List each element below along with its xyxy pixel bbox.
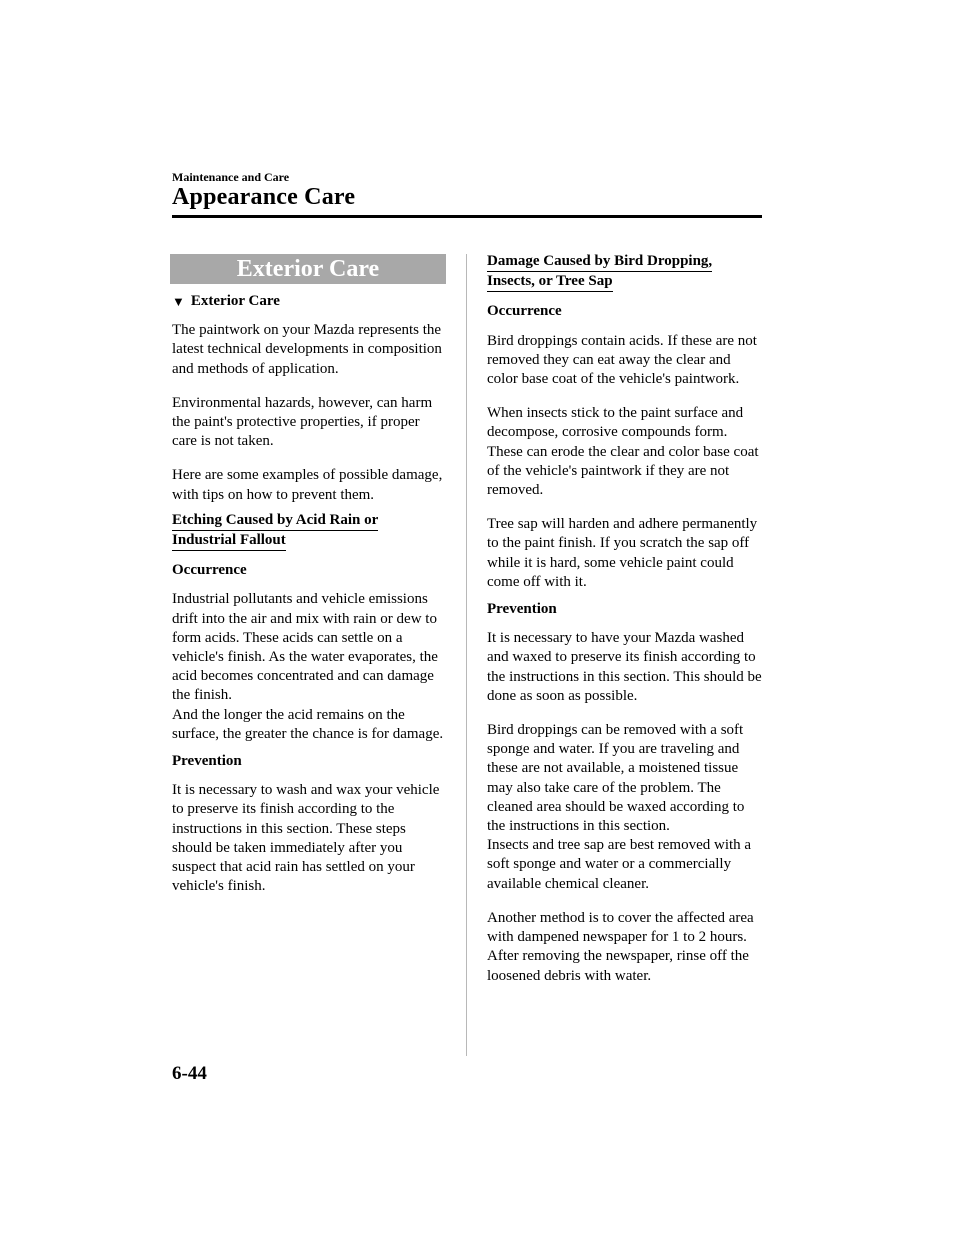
page-number: 6-44 <box>172 1063 207 1084</box>
wash-wax-paragraph: It is necessary to have your Mazda washed and waxed to preserve its finish according to the instructions in this section. This should be done as soon as possible. <box>487 630 762 704</box>
title-rule <box>172 215 762 218</box>
triangle-down-icon: ▼ <box>172 294 185 309</box>
acid-rain-heading <box>172 511 448 551</box>
bird-droppings-paragraph: Bird droppings contain acids. If these are not removed they can eat away the clear and color base coat of the vehicle's paintwork. <box>487 332 757 388</box>
hazards-paragraph: Environmental hazards, however, can harm the paint's protective properties, if proper care is not taken. <box>172 394 433 450</box>
section-banner: Exterior Care <box>170 254 446 284</box>
insects-sap-removal-paragraph: Insects and tree sap are best removed with a soft sponge and water or a commercially available chemical cleaner. <box>487 837 752 892</box>
acid-rain-heading-line1: Etching Caused by Acid Rain or <box>172 511 378 531</box>
acid-occurrence-text-2: And the longer the acid remains on the surface, the greater the chance is for damage. <box>172 706 444 742</box>
subsection-heading-label: Exterior Care <box>190 293 280 309</box>
occurrence-label: Occurrence <box>487 303 562 320</box>
newspaper-method-paragraph: Another method is to cover the affected area with dampened newspaper for 1 to 2 hours. After removing the newspaper, rinse off the loosened debris with water. <box>487 909 754 984</box>
bird-dropping-heading-line1: Damage Caused by Bird Dropping, <box>487 252 712 272</box>
page-title: Appearance Care <box>172 184 356 210</box>
bird-dropping-heading <box>487 252 763 292</box>
acid-rain-heading-line2: Industrial Fallout <box>172 531 286 551</box>
subsection-heading <box>172 292 448 311</box>
right-column <box>487 254 763 1001</box>
soft-sponge-paragraph: Bird droppings can be removed with a soft sponge and water. If you are traveling and these are not available, a moistened tissue may also take care of the problem. The cleaned area should be waxed according to the instructions in this section. <box>487 722 745 835</box>
column-divider <box>466 254 467 1056</box>
intro-paragraph: The paintwork on your Mazda represents the latest technical developments in composition and methods of application. <box>172 322 442 377</box>
bird-dropping-heading-line2: Insects, or Tree Sap <box>487 272 613 292</box>
examples-paragraph: Here are some examples of possible damage, with tips on how to prevent them. <box>172 467 443 503</box>
tree-sap-paragraph: Tree sap will harden and adhere permanently to the paint finish. If you scratch the sap off while it is hard, some vehicle paint could come off with it. <box>487 516 758 590</box>
prevention-label: Prevention <box>172 753 242 770</box>
occurrence-label: Occurrence <box>172 562 247 579</box>
acid-prevention-text: It is necessary to wash and wax your vehicle to preserve its finish according to the instructions in this section. These steps should be taken immediately after you suspect that acid rain has settled on your vehicle's finish. <box>172 782 440 895</box>
acid-occurrence-text: Industrial pollutants and vehicle emissions drift into the air and mix with rain or dew to form acids. These acids can settle on a vehicle's finish. As the water evaporates, the acid becomes concentrated and can damage the finish. <box>172 591 438 704</box>
prevention-label: Prevention <box>487 601 557 618</box>
breadcrumb: Maintenance and Care <box>172 170 290 184</box>
left-column <box>172 254 448 911</box>
insects-paragraph: When insects stick to the paint surface and decompose, corrosive compounds form. These can erode the clear and color base coat of the vehicle's paintwork if they are not removed. <box>487 405 759 499</box>
